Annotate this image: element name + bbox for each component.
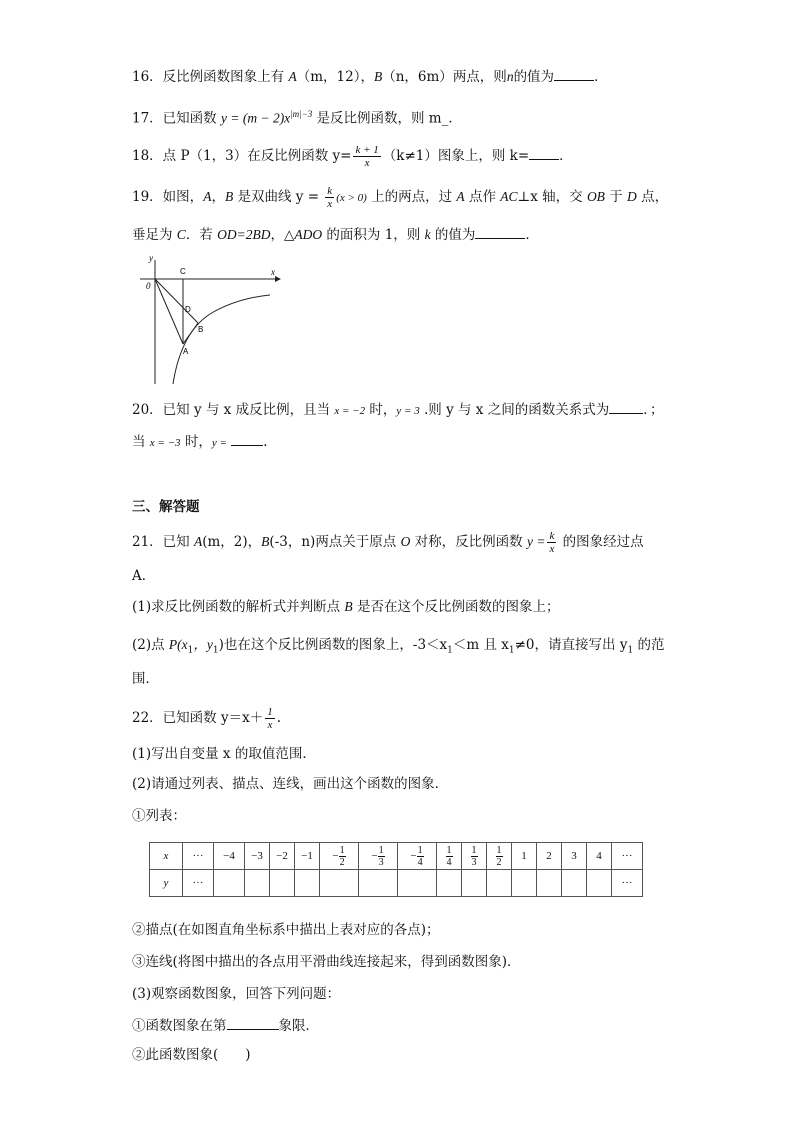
table-input-cell[interactable] [359, 870, 398, 897]
table-cell: ··· [612, 843, 643, 870]
table-cell: $\frac{1}{4}$ [437, 843, 462, 870]
question-19-line2: 垂足为 C．若 OD=2BD，△ADO 的面积为 1，则 k 的值为 ． [132, 224, 539, 245]
question-22-part2: (2)请通过列表、描点、连线，画出这个函数的图象． [132, 776, 449, 792]
question-22-step2: ②描点(在如图直角坐标系中描出上表对应的各点)； [132, 922, 440, 938]
question-19: 19．如图，A，B 是双曲线 y = $\frac{k}{x}$ (x > 0) 上的两点，过 A 点作 AC⊥x 轴，交 OB 于 D 点， [132, 185, 669, 210]
point-b-label: B [198, 325, 204, 334]
answer-blank[interactable] [227, 1015, 279, 1030]
x-axis-label: x [271, 267, 275, 277]
question-22-step1: ①列表： [132, 808, 186, 824]
question-21-part2: (2)点 $P(x_1$，$y_1$)也在这个反比例函数的图象上，$-3<x_1<m$ 且 $x_1\ne 0$，请直接写出 $y_1$ 的范 [132, 637, 665, 656]
segment-ob [155, 279, 198, 323]
fraction: $\frac{1}{x}$ [267, 706, 273, 731]
origin-label: 0 [146, 281, 151, 291]
table-cell: ··· [183, 870, 214, 897]
table-input-cell[interactable] [214, 870, 245, 897]
x-axis-arrow [275, 276, 281, 282]
table-input-cell[interactable] [245, 870, 270, 897]
question-22-part3: (3)观察函数图象，回答下列问题： [132, 986, 341, 1002]
question-22-part1: (1)写出自变量 x 的取值范围． [132, 746, 316, 762]
table-cell: $\frac{1}{3}$ [462, 843, 487, 870]
answer-blank[interactable] [529, 145, 559, 160]
table-cell: ··· [183, 843, 214, 870]
question-21-part1: (1)求反比例函数的解析式并判断点 B 是否在这个反比例函数的图象上； [132, 599, 560, 615]
table-input-cell[interactable] [295, 870, 320, 897]
fraction: $\frac{k + 1}{x}$ [355, 144, 379, 169]
answer-blank[interactable] [231, 431, 263, 446]
table-input-cell[interactable] [270, 870, 295, 897]
table-header-y: y [150, 870, 183, 897]
table-cell: $\frac{1}{2}$ [487, 843, 512, 870]
value-table [149, 842, 643, 897]
table-cell: −4 [214, 843, 245, 870]
section-title: 三、解答题 [132, 499, 200, 515]
table-input-cell[interactable] [587, 870, 612, 897]
table-input-cell[interactable] [537, 870, 562, 897]
table-input-cell[interactable] [398, 870, 437, 897]
hyperbola-figure [140, 252, 285, 387]
answer-blank[interactable] [554, 66, 594, 81]
question-22-part3a: ①函数图象在第 象限． [132, 1015, 319, 1036]
table-header-x: x [150, 843, 183, 870]
table-cell: 2 [537, 843, 562, 870]
question-20: 20．已知 y 与 x 成反比例，且当 x = −2 时，y = 3 .则 y 与 x 之间的函数关系式为 ．； [132, 399, 663, 421]
question-21-part2-line2: 围． [132, 671, 159, 687]
table-input-cell[interactable] [437, 870, 462, 897]
question-21: 21．已知 A(m，2)，B(-3，n)两点关于原点 O 对称，反比例函数 y = $\frac{k}{x}$ 的图象经过点 [132, 530, 644, 555]
table-row-y [150, 870, 643, 897]
question-22: 22．已知函数 y＝x＋ $\frac{1}{x}$ . [132, 706, 282, 731]
point-d-label: D [185, 305, 191, 314]
question-22-step3: ③连线(将图中描出的各点用平滑曲线连接起来，得到函数图象)． [132, 954, 521, 970]
answer-blank[interactable] [475, 224, 525, 239]
table-input-cell[interactable] [462, 870, 487, 897]
question-16: 16．反比例函数图象上有 A（m，12），B（n，6m）两点，则n的值为 ． [132, 66, 608, 87]
point-a-label: A [183, 347, 189, 356]
question-18: 18．点 P（1，3）在反比例函数 y= $\frac{k + 1}{x}$ （k≠1）图象上，则 k= ． [132, 144, 573, 169]
table-input-cell[interactable] [512, 870, 537, 897]
question-20-line2: 当 x = −3 时，y = . [132, 431, 267, 453]
table-input-cell[interactable] [487, 870, 512, 897]
question-21-line2: A． [132, 568, 156, 584]
fraction: $\frac{k}{x}$ [327, 185, 333, 210]
table-cell: 4 [587, 843, 612, 870]
table-input-cell[interactable] [320, 870, 359, 897]
question-22-part3b: ②此函数图象( ) [132, 1047, 251, 1063]
y-axis-label: y [149, 253, 153, 263]
point-c-label: C [180, 267, 186, 276]
table-cell: 1 [512, 843, 537, 870]
table-cell: − $\frac{1}{2}$ [320, 843, 359, 870]
fraction: $\frac{k}{x}$ [549, 530, 555, 555]
table-cell: −2 [270, 843, 295, 870]
answer-blank[interactable] [609, 399, 643, 414]
table-cell: ··· [612, 870, 643, 897]
table-row-x [150, 843, 643, 870]
table-input-cell[interactable] [562, 870, 587, 897]
table-cell: −3 [245, 843, 270, 870]
answer-blank[interactable]: _ [441, 110, 449, 127]
segment-oa [155, 279, 183, 344]
table-cell: 3 [562, 843, 587, 870]
table-cell: − $\frac{1}{4}$ [398, 843, 437, 870]
question-17: 17．已知函数 $y = (m - 2)x^{|m|-3}$ 是反比例函数，则 m_． [132, 109, 462, 127]
table-cell: − $\frac{1}{3}$ [359, 843, 398, 870]
table-cell: −1 [295, 843, 320, 870]
